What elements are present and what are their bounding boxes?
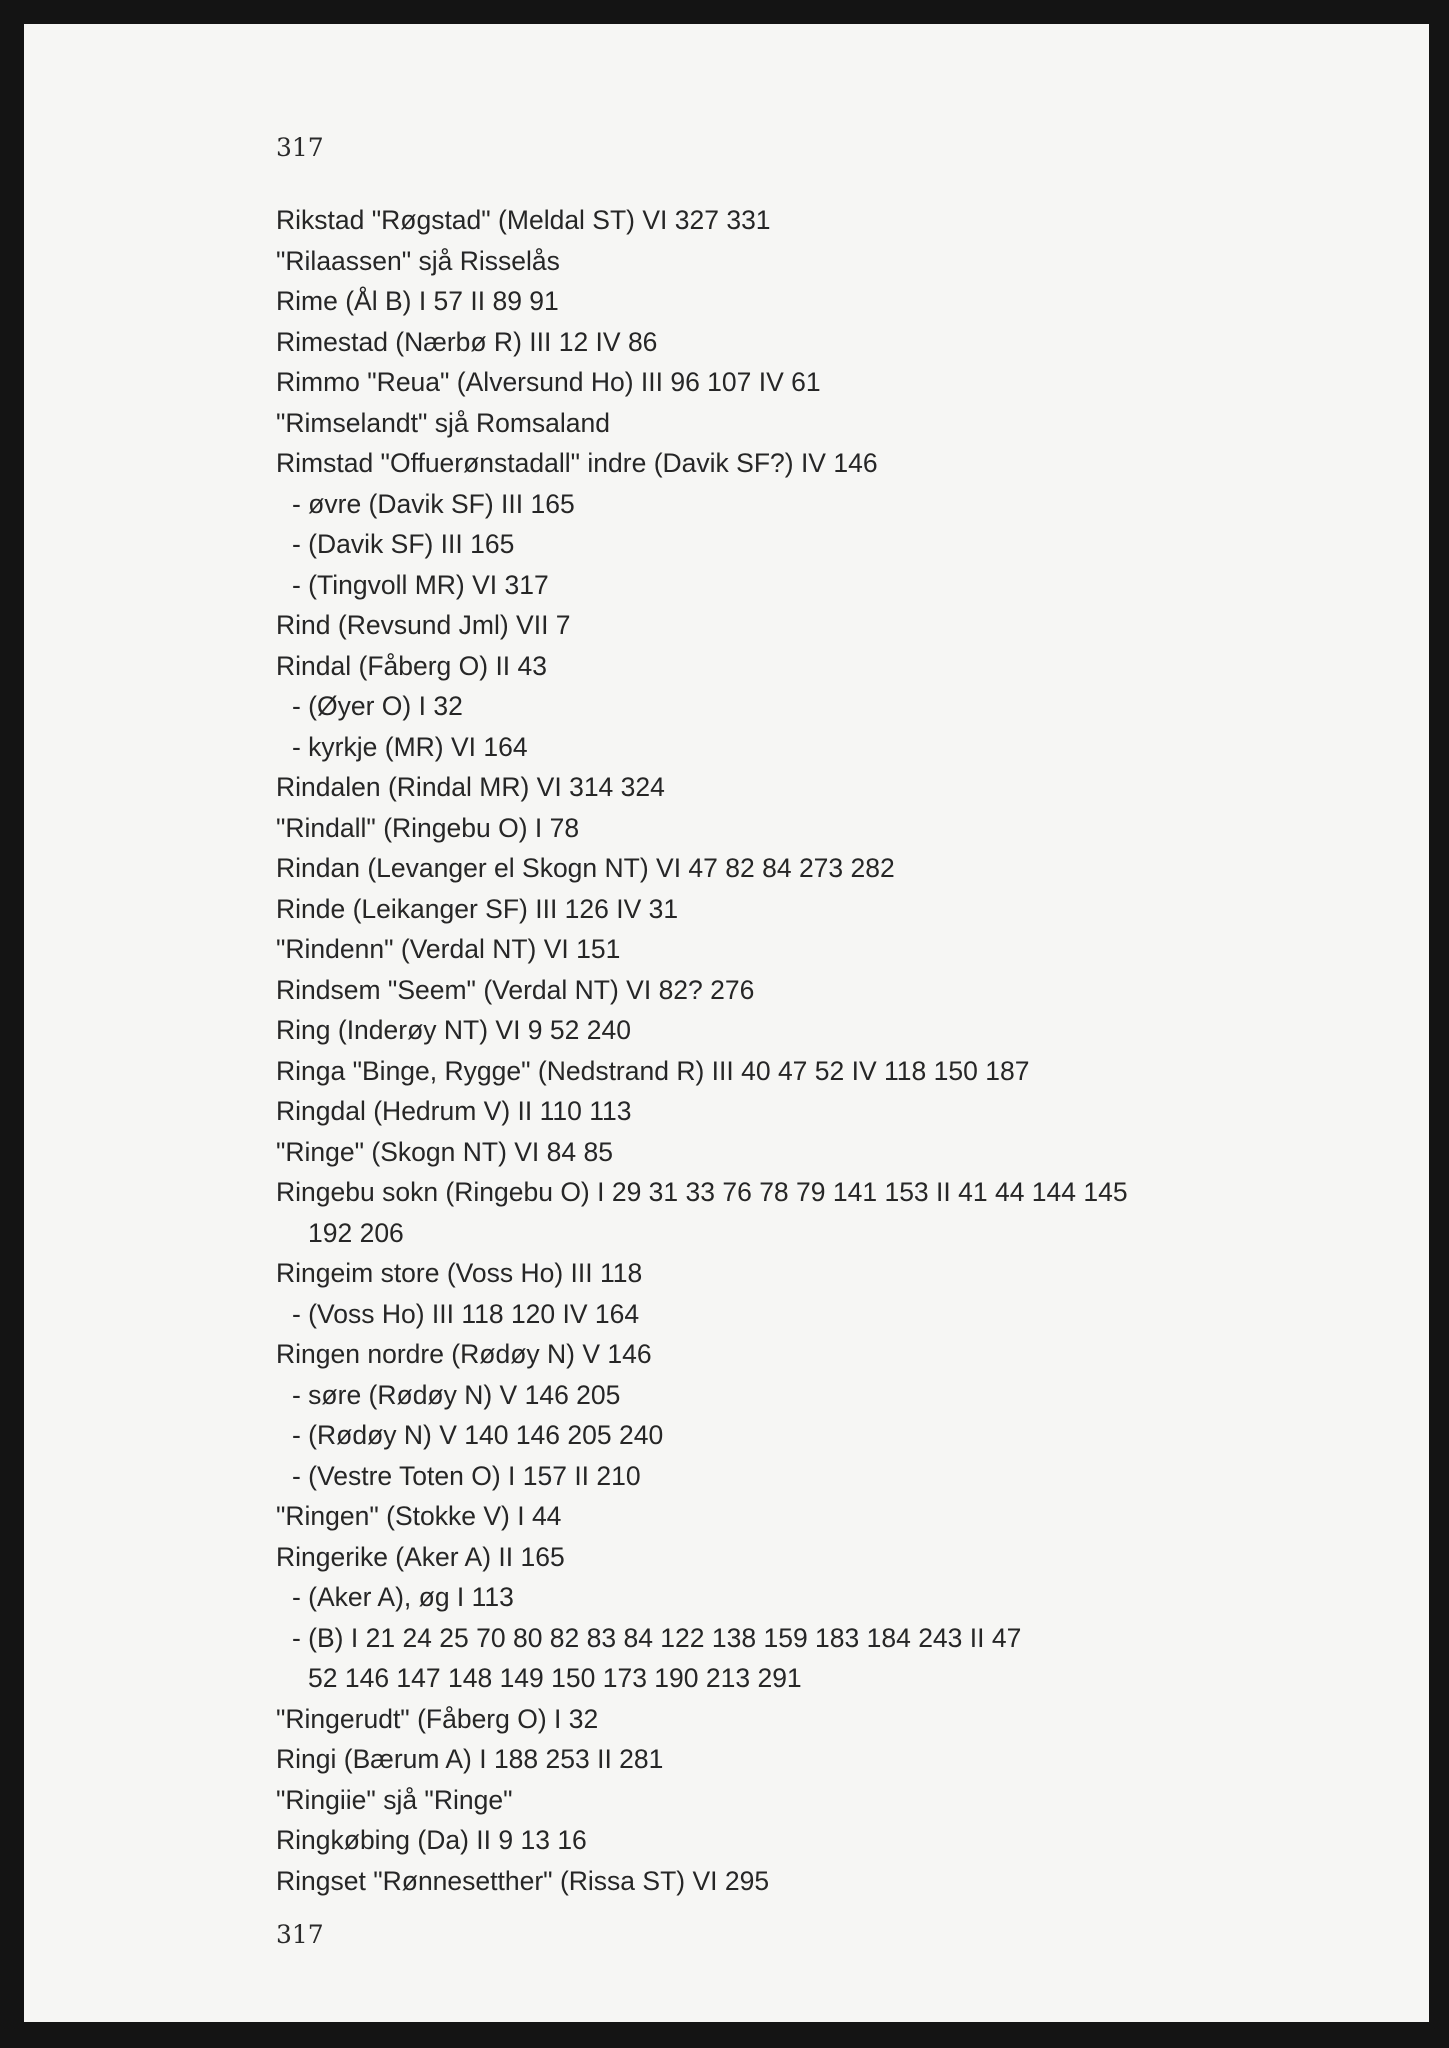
index-entry: Ringebu sokn (Ringebu O) I 29 31 33 76 78 79 141 153 II 41 44 144 145 <box>276 1177 1128 1207</box>
index-subentry: - (Voss Ho) III 118 120 IV 164 <box>292 1298 640 1329</box>
index-subentry: - (Davik SF) III 165 <box>292 529 515 559</box>
index-entry: "Rimselandt" sjå Romsaland <box>276 407 611 438</box>
index-entry: Ringset "Rønnesetther" (Rissa ST) VI 295 <box>276 1865 770 1896</box>
page-number-top: 317 <box>276 133 324 162</box>
index-entry: Ringerike (Aker A) II 165 <box>276 1541 565 1572</box>
index-entry: "Rindall" (Ringebu O) I 78 <box>276 812 580 843</box>
index-subentry: - (Vestre Toten O) I 157 II 210 <box>292 1460 641 1491</box>
index-entry: "Ringe" (Skogn NT) VI 84 85 <box>276 1136 613 1167</box>
index-entry-list <box>276 200 1296 1901</box>
index-subentry: - (B) I 21 24 25 70 80 82 83 84 122 138 159 183 184 243 II 47 <box>292 1622 1022 1653</box>
index-entry: Rimestad (Nærbø R) III 12 IV 86 <box>276 326 658 357</box>
index-entry: Ringkøbing (Da) II 9 13 16 <box>276 1825 587 1855</box>
index-subentry: - (Aker A), øg I 113 <box>292 1582 514 1612</box>
index-entry: Rindalen (Rindal MR) VI 314 324 <box>276 772 665 802</box>
index-entry: Rikstad "Røgstad" (Meldal ST) VI 327 331 <box>276 205 771 235</box>
index-subentry: - søre (Rødøy N) V 146 205 <box>292 1379 621 1410</box>
index-entry: "Rilaassen" sjå Risselås <box>276 245 560 276</box>
index-subentry: - kyrkje (MR) VI 164 <box>292 731 528 762</box>
index-entry: Ringi (Bærum A) I 188 253 II 281 <box>276 1744 664 1774</box>
index-entry: "Ringen" (Stokke V) I 44 <box>276 1501 562 1531</box>
index-entry: Ringdal (Hedrum V) II 110 113 <box>276 1096 632 1126</box>
index-entry-continuation: 52 146 147 148 149 150 173 190 213 291 <box>308 1663 802 1693</box>
index-subentry: - (Øyer O) I 32 <box>292 691 463 721</box>
index-subentry: - øvre (Davik SF) III 165 <box>292 488 575 519</box>
index-entry: "Rindenn" (Verdal NT) VI 151 <box>276 934 621 964</box>
index-entry-continuation: 192 206 <box>308 1217 404 1248</box>
index-entry: Rindal (Fåberg O) II 43 <box>276 650 548 681</box>
page-number-bottom: 317 <box>276 1920 324 1949</box>
index-entry: Rimstad "Offuerønstadall" indre (Davik SF?) IV 146 <box>276 448 878 478</box>
index-entry: Ringa "Binge, Rygge" (Nedstrand R) III 40 47 52 IV 118 150 187 <box>276 1055 1030 1086</box>
index-subentry: - (Rødøy N) V 140 146 205 240 <box>292 1420 664 1450</box>
index-entry: Rime (Ål B) I 57 II 89 91 <box>276 286 559 316</box>
index-entry: Rimmo "Reua" (Alversund Ho) III 96 107 IV 61 <box>276 367 821 397</box>
index-entry: Rindan (Levanger el Skogn NT) VI 47 82 84 273 282 <box>276 853 895 883</box>
index-entry: "Ringerudt" (Fåberg O) I 32 <box>276 1703 599 1734</box>
index-entry: Ringeim store (Voss Ho) III 118 <box>276 1258 643 1288</box>
index-entry: Ringen nordre (Rødøy N) V 146 <box>276 1339 652 1369</box>
index-entry: Rind (Revsund Jml) VII 7 <box>276 610 571 640</box>
index-entry: Rindsem "Seem" (Verdal NT) VI 82? 276 <box>276 974 755 1005</box>
index-entry: Ring (Inderøy NT) VI 9 52 240 <box>276 1015 631 1045</box>
index-entry: "Ringiie" sjå "Ringe" <box>276 1784 513 1815</box>
index-subentry: - (Tingvoll MR) VI 317 <box>292 569 549 600</box>
document-page <box>24 24 1429 2022</box>
index-entry: Rinde (Leikanger SF) III 126 IV 31 <box>276 893 679 924</box>
